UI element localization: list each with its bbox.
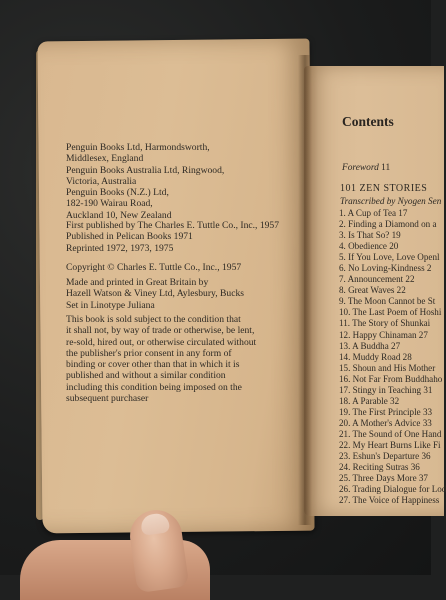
toc-item: 4. Obedience 20 (339, 241, 399, 252)
toc-item: 15. Shoun and His Mother (339, 362, 436, 373)
foreword-page: 11 (381, 163, 391, 173)
toc-item: 2. Finding a Diamond on a (339, 219, 437, 230)
publisher-line: Victoria, Australia (66, 175, 137, 187)
publisher-line: Middlesex, England (66, 153, 144, 165)
copyright-notice (66, 262, 241, 273)
toc-item: 6. No Loving-Kindness 2 (339, 263, 432, 274)
publisher-line: Auckland 10, New Zealand (66, 209, 172, 221)
table-of-contents (339, 208, 446, 506)
toc-item: 23. Eshun's Departure 36 (339, 451, 431, 462)
toc-item: 21. The Sound of One Hand (339, 428, 442, 439)
printer-line: Set in Linotype Juliana (66, 299, 155, 311)
toc-item: 27. The Voice of Happiness (339, 495, 440, 506)
history-line: First published by The Charles E. Tuttle Co., Inc., 1957 (66, 220, 280, 231)
toc-item: 5. If You Love, Love Openl (339, 252, 440, 263)
condition-line: re-sold, hired out, or otherwise circulated without (66, 336, 257, 348)
toc-item: 18. A Parable 32 (339, 395, 400, 406)
toc-item: 14. Muddy Road 28 (339, 351, 412, 362)
contents-title: Contents (342, 114, 394, 129)
printer-line: Made and printed in Great Britain by (66, 277, 209, 288)
toc-item: 13. A Buddha 27 (339, 340, 401, 351)
condition-line: subsequent purchaser (66, 393, 149, 405)
toc-item: 16. Not Far From Buddhaho (339, 373, 443, 384)
sale-conditions (66, 314, 256, 404)
publisher-line: Penguin Books (N.Z.) Ltd, (66, 187, 169, 199)
toc-item: 24. Reciting Sutras 36 (339, 462, 420, 473)
history-line: Published in Pelican Books 1971 (66, 231, 193, 243)
publication-history (66, 220, 279, 254)
condition-line: binding or cover other than that in which it is (66, 359, 240, 371)
toc-item: 10. The Last Poem of Hoshi (339, 307, 442, 318)
toc-item: 12. Happy Chinaman 27 (339, 329, 428, 340)
foreword-entry (342, 163, 390, 173)
toc-item: 1. A Cup of Tea 17 (339, 208, 408, 218)
section-heading: 101 ZEN STORIES (340, 183, 428, 194)
toc-item: 11. The Story of Shunkai (339, 318, 431, 329)
toc-item: 25. Three Days More 37 (339, 473, 428, 484)
condition-line: including this condition being imposed on the (66, 381, 242, 393)
toc-item: 17. Stingy in Teaching 31 (339, 384, 433, 395)
history-line: Reprinted 1972, 1973, 1975 (66, 242, 174, 254)
publisher-line: Penguin Books Ltd, Harmondsworth, (66, 142, 210, 153)
condition-line: it shall not, by way of trade or otherwise, be lent, (66, 325, 255, 337)
transcribed-by: Transcribed by Nyogen Sen (340, 196, 442, 206)
toc-item: 19. The First Principle 33 (339, 406, 433, 417)
toc-item: 9. The Moon Cannot be St (339, 296, 436, 307)
condition-line: the publisher's prior consent in any form of (66, 347, 232, 359)
toc-item: 8. Great Waves 22 (339, 285, 406, 296)
publisher-line: 182-190 Wairau Road, (66, 198, 153, 210)
book-gutter (298, 55, 312, 525)
publishers-block (66, 142, 224, 221)
printer-line: Hazell Watson & Viney Ltd, Aylesbury, Bucks (66, 288, 244, 300)
toc-item: 26. Trading Dialogue for Lod (339, 484, 446, 495)
printer-info (66, 277, 244, 311)
publisher-line: Penguin Books Australia Ltd, Ringwood, (66, 164, 225, 176)
toc-item: 22. My Heart Burns Like Fi (339, 439, 441, 450)
toc-item: 20. A Mother's Advice 33 (339, 417, 432, 428)
toc-item: 3. Is That So? 19 (339, 230, 401, 241)
copyright-line: Copyright © Charles E. Tuttle Co., Inc., 1957 (66, 262, 242, 273)
toc-item: 7. Announcement 22 (339, 274, 415, 285)
condition-line: This book is sold subject to the condition that (66, 314, 241, 325)
foreword-label: Foreword (342, 163, 379, 173)
condition-line: published and without a similar condition (66, 370, 226, 382)
